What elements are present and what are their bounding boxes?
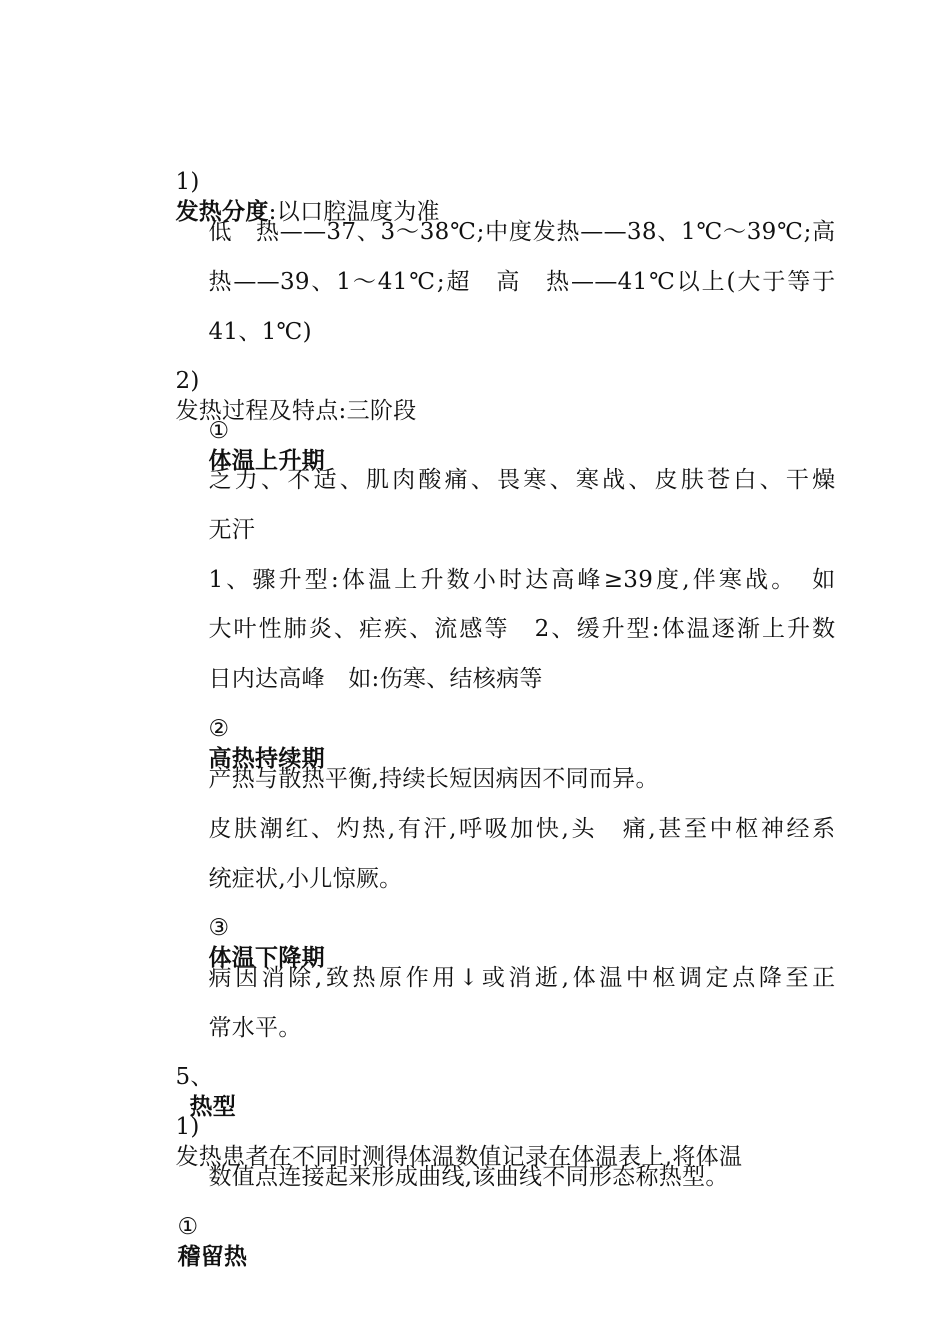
circled-number: ① <box>208 418 230 444</box>
paragraph-line <box>178 287 312 345</box>
text-line: 数值点连接起来形成曲线,该曲线不同形态称热型。 <box>208 1164 729 1190</box>
text-line: 大叶性肺炎、疟疾、流感等 2、缓升型:体温逐渐上升数 <box>208 616 836 642</box>
subheading-text: 高热持续期 <box>208 745 325 772</box>
line-fever-process <box>145 336 417 424</box>
text-line: 病因消除,致热原作用↓或消逝,体温中枢调定点降至正 <box>208 965 836 991</box>
subheading-text: 体温上升期 <box>208 447 325 474</box>
text-line: 统症状,小儿惊厥。 <box>208 866 403 892</box>
paragraph-line <box>178 435 836 493</box>
text-line: 产热与散热平衡,持续长短因病因不同而异。 <box>208 766 659 792</box>
paragraph-line <box>178 485 256 543</box>
paragraph-line <box>178 584 836 642</box>
text-segment: 发热患者在不同时测得体温数值记录在体温表上,将体温 <box>175 1144 743 1170</box>
paragraph-line <box>178 983 302 1041</box>
text-line: 热——39、1～41℃;超 高 热——41℃以上(大于等于 <box>208 269 836 295</box>
text-line: 皮肤潮红、灼热,有汗,呼吸加快,头 痛,甚至中枢神经系 <box>208 816 836 842</box>
text-segment: :以口腔温度为准 <box>268 199 440 225</box>
list-number: 2) <box>175 368 200 394</box>
paragraph-line <box>178 187 836 245</box>
line-fever-type-definition <box>145 1082 743 1170</box>
text-line: 乏力、不适、肌肉酸痛、畏寒、寒战、皮肤苍白、干燥 <box>208 467 836 493</box>
text-line: 41、1℃) <box>208 319 312 345</box>
text-line: 日内达高峰 如:伤寒、结核病等 <box>208 666 543 692</box>
list-number: 1) <box>175 169 200 195</box>
text-line: 无汗 <box>208 517 256 543</box>
paragraph-line <box>178 734 659 792</box>
paragraph-line <box>178 834 403 892</box>
subheading-falling-phase <box>178 883 325 971</box>
list-number: 1) <box>175 1114 200 1140</box>
subheading-text: 稽留热 <box>177 1243 248 1270</box>
paragraph-line <box>178 933 836 991</box>
text-line: 低 热——37、3～38℃;中度发热——38、1℃～39℃;高 <box>208 219 836 245</box>
circled-number: ② <box>208 716 230 742</box>
line-fever-grading <box>145 137 440 225</box>
subheading-text: 体温下降期 <box>208 944 325 971</box>
paragraph-line <box>178 1132 729 1190</box>
section-number: 5、 <box>175 1064 214 1090</box>
text-segment: 发热过程及特点:三阶段 <box>175 398 417 424</box>
section-title: 热型 <box>189 1093 237 1120</box>
paragraph-line <box>178 784 836 842</box>
text-line: 常水平。 <box>208 1015 302 1041</box>
section-heading-fever-types <box>145 1032 237 1120</box>
paragraph-line <box>178 237 836 295</box>
circled-number: ③ <box>208 915 230 941</box>
paragraph-line <box>178 535 836 593</box>
subheading-continuous-fever <box>147 1182 248 1270</box>
text-line: 1、骤升型:体温上升数小时达高峰≥39度,伴寒战。 如 <box>208 567 836 593</box>
heading-fever-grading: 发热分度 <box>175 198 269 225</box>
circled-number: ① <box>177 1214 199 1240</box>
subheading-plateau-phase <box>178 684 325 772</box>
paragraph-line <box>178 634 543 692</box>
